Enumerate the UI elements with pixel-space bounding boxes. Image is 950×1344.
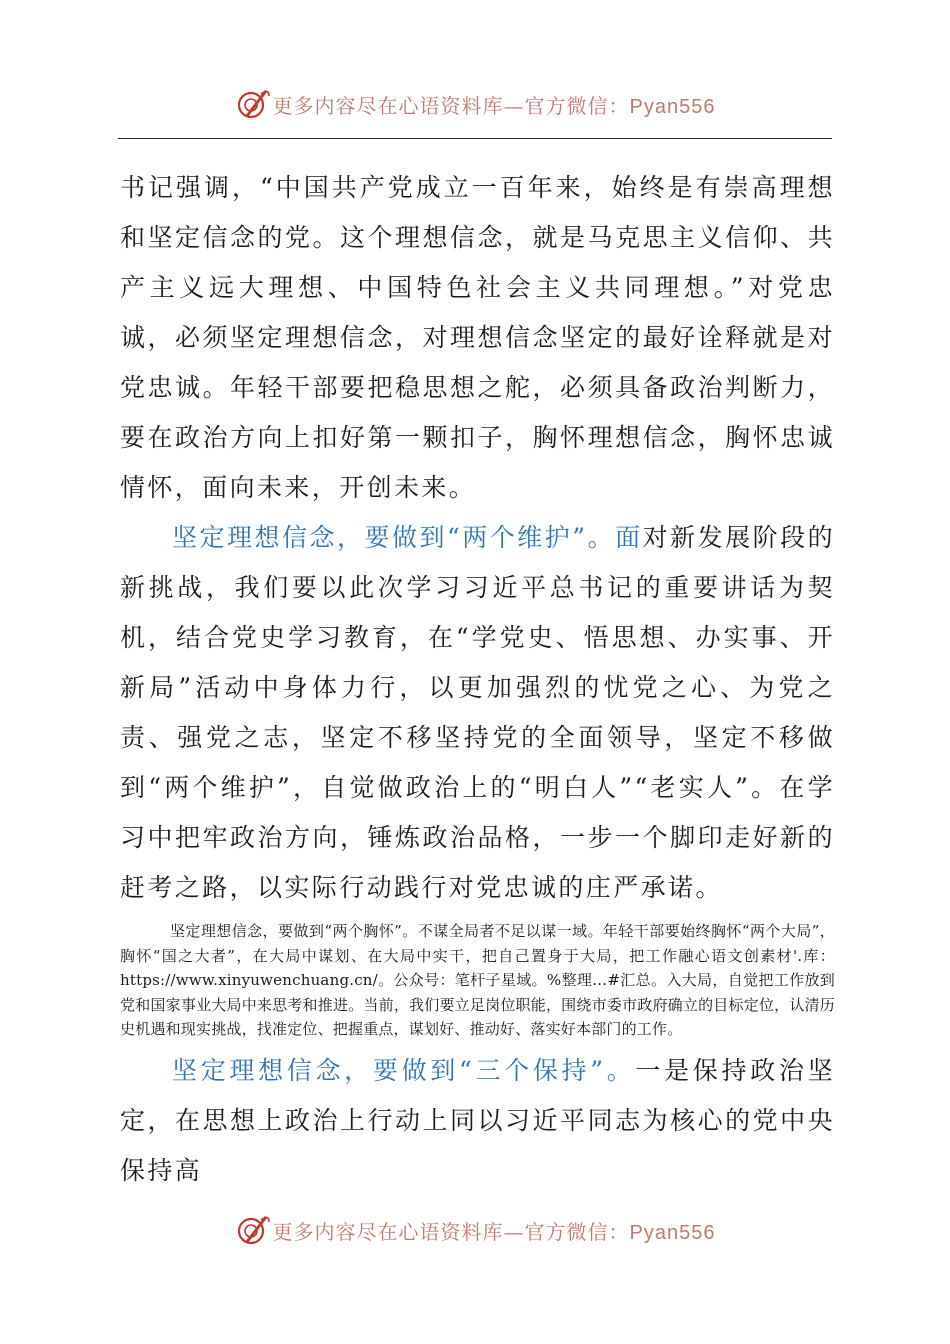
footer-slogan: 更多内容尽在心语资料库—官方微信： [272, 1219, 630, 1244]
paragraph-2 [120, 513, 835, 913]
header-banner [0, 84, 950, 124]
header-divider [118, 138, 832, 139]
paragraph-4 [120, 1046, 835, 1196]
footer-wechat-id: Pyan556 [629, 1221, 716, 1244]
paragraph-2-heading: 坚定理想信念，要做到“两个维护”。面 [172, 523, 643, 552]
header-wechat-id: Pyan556 [629, 95, 716, 118]
footer-banner-text [273, 1216, 716, 1245]
footer-banner [0, 1210, 950, 1250]
paragraph-4-heading: 坚定理想信念，要做到“三个保持”。 [172, 1055, 636, 1085]
paragraph-2-body: 对新发展阶段的新挑战，我们要以此次学习习近平总书记的重要讲话为契机，结合党史学习教育，在“学党史、悟思想、办实事、开新局”活动中身体力行，以更加强烈的忧党之心、为党之责、强党之志，坚定不移坚持党的全面领导，坚定不移做到“两个维护”，自觉做政治上的“明白人”“老实人”。在学习中把牢政治方向，锤炼政治品格，一步一个脚印走好新的赶考之路，以实际行动践行对党忠诚的庄严承诺。 [120, 523, 835, 902]
quill-pen-logo-icon [235, 86, 271, 122]
header-banner-text [273, 90, 716, 119]
quill-pen-logo-icon [235, 1212, 271, 1248]
paragraph-1: 书记强调，“中国共产党成立一百年来，始终是有崇高理想和坚定信念的党。这个理想信念，就是马克思主义信仰、共产主义远大理想、中国特色社会主义共同理想。”对党忠诚，必须坚定理想信念，对理想信念坚定的最好诠释就是对党忠诚。年轻干部要把稳思想之舵，必须具备政治判断力，要在政治方向上扣好第一颗扣子，胸怀理想信念，胸怀忠诚情怀，面向未来，开创未来。 [120, 173, 835, 502]
document-body [120, 163, 835, 1196]
paragraph-4-body: 一是保持政治坚定，在思想上政治上行动上同以习近平同志为核心的党中央保持高 [120, 1055, 835, 1185]
header-slogan: 更多内容尽在心语资料库—官方微信： [272, 93, 630, 118]
paragraph-3-small: 坚定理想信念，要做到“两个胸怀”。不谋全局者不足以谋一域。年轻干部要始终胸怀“两个大局”，胸怀“国之大者”，在大局中谋划、在大局中实干，把自己置身于大局，把工作融心语文创素材'.库：https://www.xinyuwenchuang.cn/。公众号：笔杆子星域。%整理…#汇总。入大局，自觉把工作放到党和国家事业大局中来思考和推进。当前，我们要立足岗位职能，围绕市委市政府确立的目标定位，认清历史机遇和现实挑战，找准定位、把握重点，谋划好、推动好、落实好本部门的工作。 [120, 922, 835, 1038]
